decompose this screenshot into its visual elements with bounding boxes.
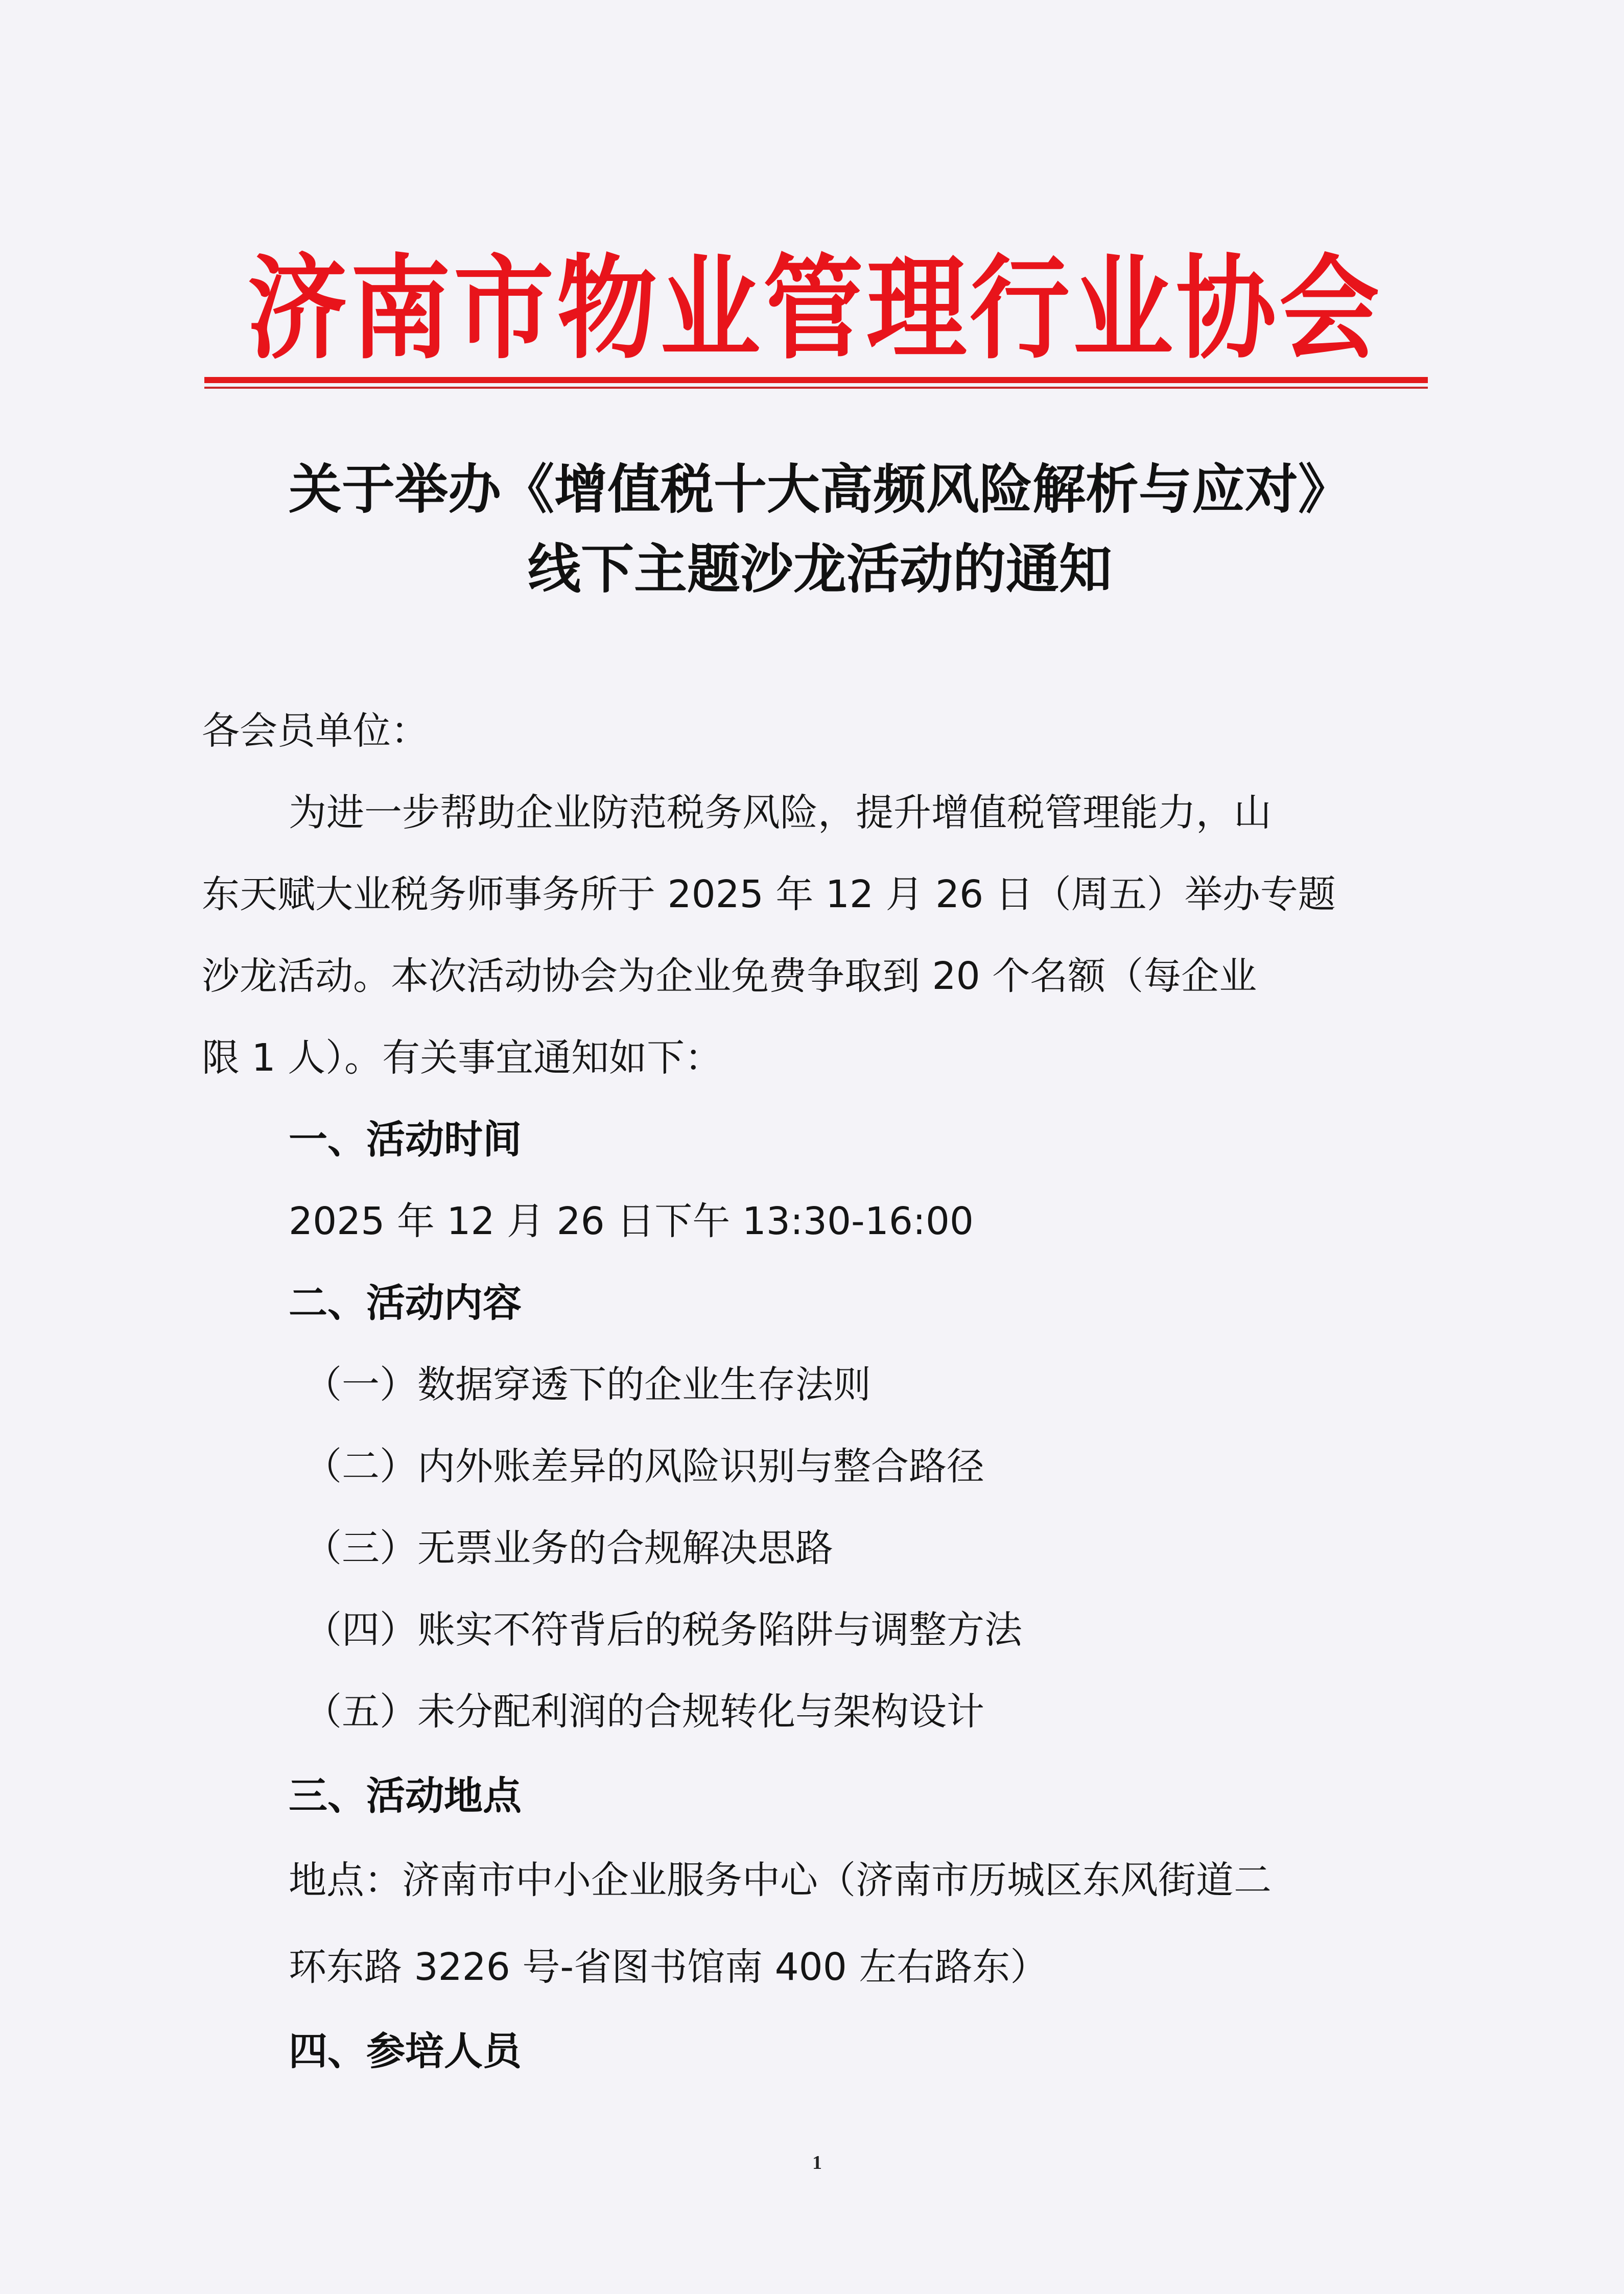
masthead-organization-name: 济南市物业管理行业协会	[247, 243, 1382, 375]
section-heading-content: 二、活动内容	[289, 1280, 522, 1326]
intro-line-2: 东天赋大业税务师事务所于 2025 年 12 月 26 日（周五）举办专题	[202, 872, 1336, 916]
section-heading-location: 三、活动地点	[289, 1773, 522, 1818]
document-title-line-1: 关于举办《增值税十大高频风险解析与应对》	[288, 458, 1351, 521]
content-item-5: （五）未分配利润的合规转化与架构设计	[304, 1690, 984, 1734]
content-item-3: （三）无票业务的合规解决思路	[304, 1526, 833, 1570]
masthead-red-rule-thick	[204, 377, 1428, 383]
location-line-2: 环东路 3226 号-省图书馆南 400 左右路东）	[289, 1945, 1048, 1989]
intro-line-3: 沙龙活动。本次活动协会为企业免费争取到 20 个名额（每企业	[202, 954, 1257, 998]
section-heading-time: 一、活动时间	[289, 1117, 522, 1162]
content-item-2: （二）内外账差异的风险识别与整合路径	[304, 1445, 984, 1488]
document-title-line-2: 线下主题沙龙活动的通知	[527, 537, 1112, 600]
page-number: 1	[812, 2152, 822, 2173]
location-line-1: 地点：济南市中小企业服务中心（济南市历城区东风街道二	[289, 1858, 1272, 1902]
masthead-red-rule-thin	[204, 387, 1428, 389]
content-item-1: （一）数据穿透下的企业生存法则	[304, 1363, 871, 1407]
salutation: 各会员单位：	[202, 709, 429, 753]
section-heading-participants: 四、参培人员	[289, 2028, 522, 2074]
content-item-4: （四）账实不符背后的税务陷阱与调整方法	[304, 1608, 1022, 1652]
event-time-value: 2025 年 12 月 26 日下午 13:30-16:00	[289, 1199, 974, 1243]
document-title	[194, 450, 1446, 609]
intro-line-4: 限 1 人）。有关事宜通知如下：	[202, 1036, 723, 1080]
intro-line-1: 为进一步帮助企业防范税务风险，提升增值税管理能力，山	[289, 791, 1272, 835]
